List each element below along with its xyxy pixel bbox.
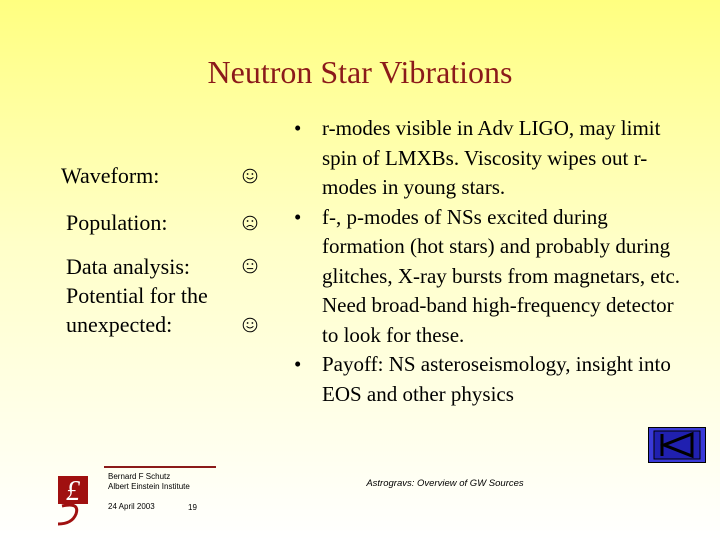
frowny-icon bbox=[242, 215, 258, 231]
previous-slide-button[interactable] bbox=[648, 427, 706, 463]
bullet-dot: • bbox=[294, 116, 302, 140]
bullet-item bbox=[292, 350, 692, 409]
slide-title: Neutron Star Vibrations bbox=[207, 54, 513, 90]
bullet-list bbox=[292, 114, 692, 409]
bullet-text: Payoff: NS asteroseismology, insight into EOS and other physics bbox=[322, 352, 671, 406]
footer-divider bbox=[104, 466, 216, 468]
bullet-item bbox=[292, 114, 692, 203]
data-analysis-label: Data analysis: bbox=[66, 254, 191, 279]
previous-slide-icon bbox=[648, 427, 706, 463]
unexpected-label: unexpected: bbox=[66, 312, 173, 337]
smiley-icon bbox=[242, 317, 258, 333]
waveform-label: Waveform: bbox=[61, 163, 160, 188]
svg-text:£: £ bbox=[66, 476, 80, 507]
potential-label: Potential for the bbox=[66, 283, 208, 308]
bullet-item bbox=[292, 203, 692, 351]
bullet-dot: • bbox=[294, 204, 302, 229]
bullet-text: r-modes visible in Adv LIGO, may limit spin of LMXBs. Viscosity wipes out r-modes in young stars. bbox=[322, 116, 661, 199]
neutral-face-icon bbox=[242, 258, 258, 274]
footer-institute: Albert Einstein Institute bbox=[108, 482, 190, 491]
footer-author: Bernard F Schutz bbox=[108, 472, 171, 481]
aei-logo-icon bbox=[50, 472, 102, 528]
footer-page-number: 19 bbox=[188, 503, 197, 512]
bullet-text: f-, p-modes of NSs excited during formation (hot stars) and probably during glitches, X-ray bursts from magnetars, etc. Need broad-band high-frequency detector to look for these. bbox=[322, 204, 681, 347]
footer-center-text: Astrogravs: Overview of GW Sources bbox=[366, 478, 524, 489]
footer-date: 24 April 2003 bbox=[108, 502, 155, 511]
bullet-dot: • bbox=[294, 352, 302, 376]
population-label: Population: bbox=[66, 210, 168, 235]
smiley-icon bbox=[242, 168, 258, 184]
